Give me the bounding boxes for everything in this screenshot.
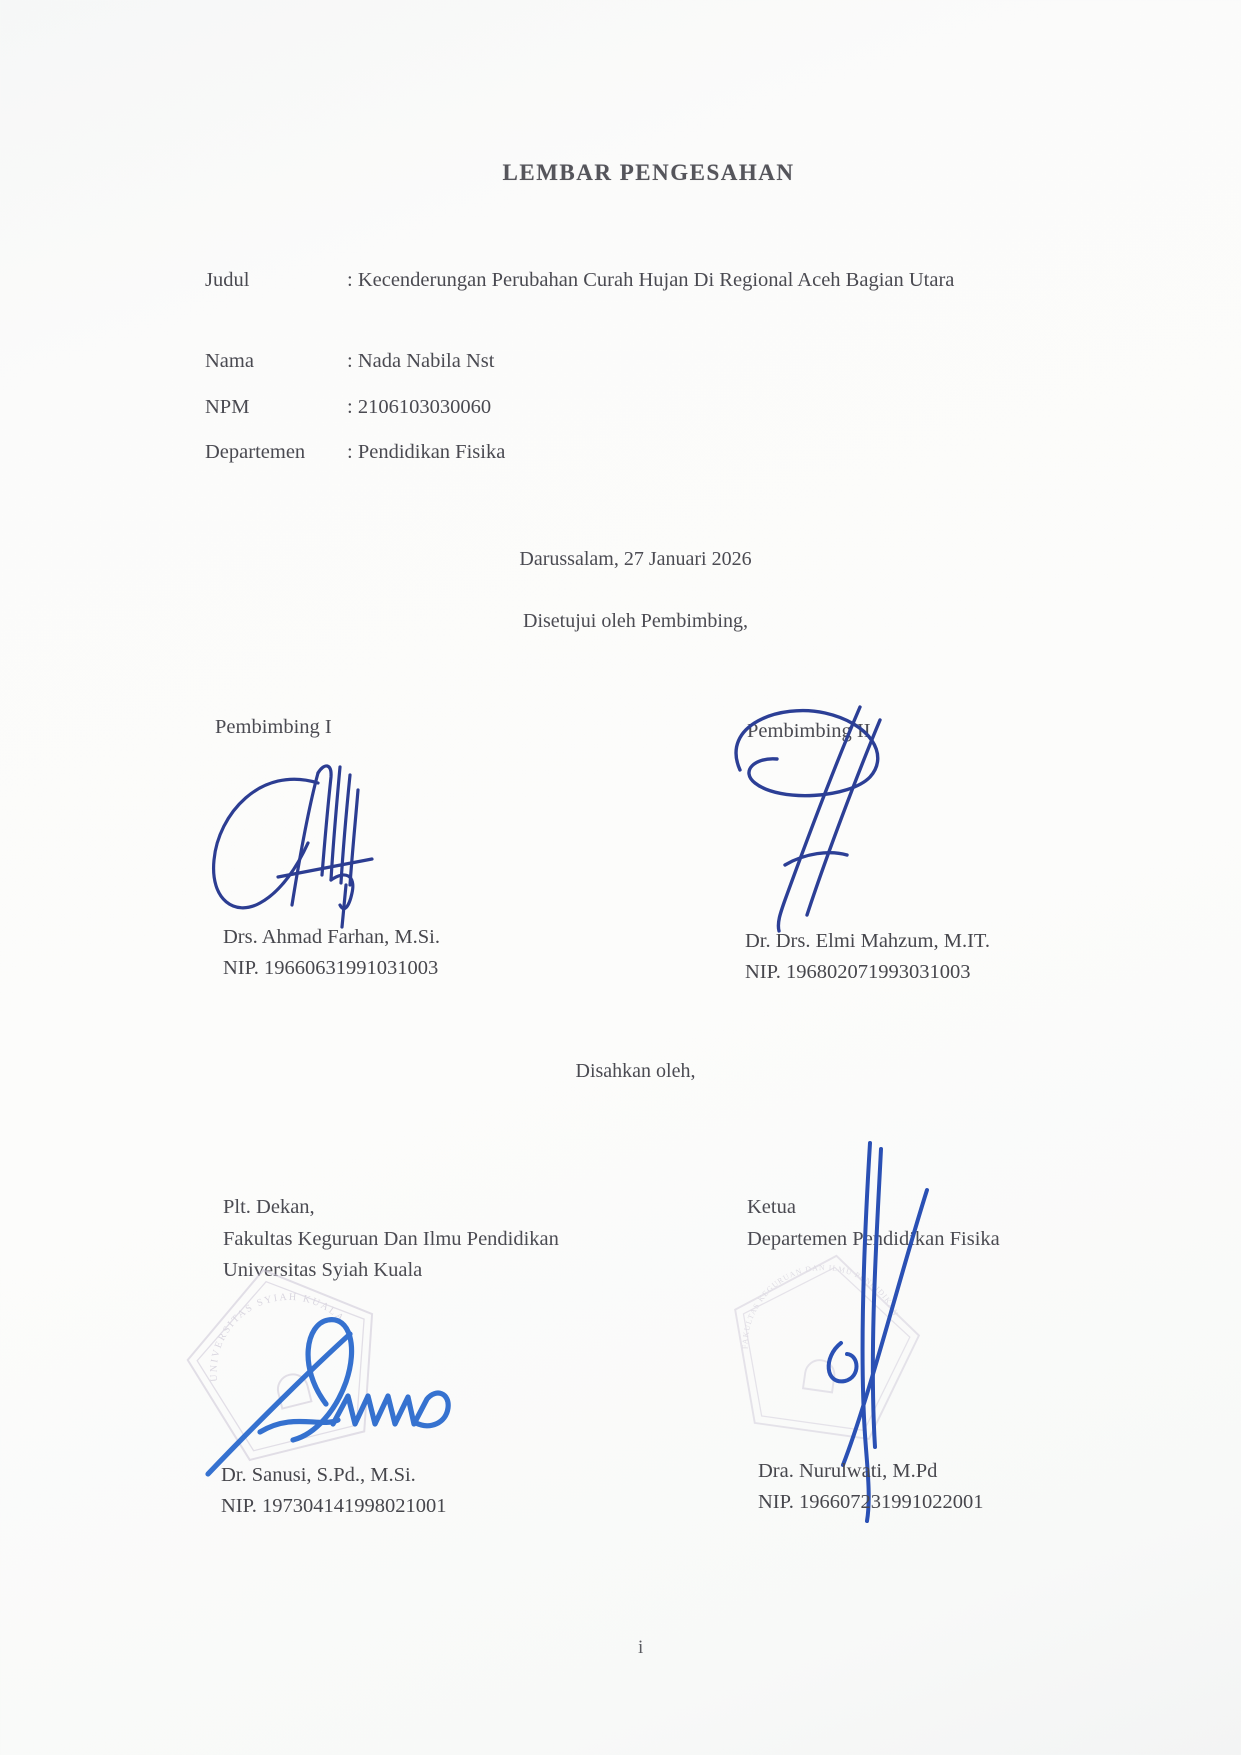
field-label-judul: Judul bbox=[205, 269, 250, 291]
page-number: i bbox=[638, 1637, 644, 1658]
page-title: LEMBAR PENGESAHAN bbox=[502, 160, 795, 185]
supervisor-1-identity bbox=[223, 922, 440, 984]
signature-pembimbing-1 bbox=[200, 755, 400, 930]
supervisor-1-nip: NIP. 19660631991031003 bbox=[223, 957, 439, 979]
signature-dekan bbox=[198, 1312, 498, 1482]
approval-intro-line: Disetujui oleh Pembimbing, bbox=[523, 610, 748, 632]
field-row-judul bbox=[205, 262, 979, 298]
official-1-role-line2: Fakultas Keguruan Dan Ilmu Pendidikan bbox=[223, 1227, 559, 1250]
field-row-nama bbox=[205, 343, 979, 379]
official-2-role-line2: Departemen Pendidikan Fisika bbox=[747, 1227, 1000, 1250]
official-2-name: Dra. Nurulwati, M.Pd bbox=[758, 1460, 938, 1482]
field-label-departemen: Departemen bbox=[205, 441, 306, 463]
official-2-identity bbox=[758, 1456, 984, 1518]
place-date-line: Darussalam, 27 Januari 2026 bbox=[519, 548, 752, 570]
supervisor-2-identity bbox=[745, 926, 990, 988]
field-label-nama: Nama bbox=[205, 350, 254, 372]
field-label-npm: NPM bbox=[205, 396, 250, 418]
official-2-nip: NIP. 196607231991022001 bbox=[758, 1491, 984, 1513]
supervisor-1-role: Pembimbing I bbox=[215, 716, 332, 738]
official-1-role-line3: Universitas Syiah Kuala bbox=[223, 1259, 423, 1281]
stamp-2-text: FAKULTAS KEGURUAN DAN ILMU PENDIDIKAN bbox=[740, 1263, 901, 1350]
supervisor-2-nip: NIP. 196802071993031003 bbox=[745, 961, 971, 983]
official-1-role-line1: Plt. Dekan, bbox=[223, 1196, 315, 1218]
field-value-judul: : Kecenderungan Perubahan Curah Hujan Di Regional Aceh Bagian Utara bbox=[347, 269, 955, 291]
official-1-identity bbox=[221, 1460, 447, 1522]
field-value-nama: : Nada Nabila Nst bbox=[347, 350, 495, 372]
official-1-name: Dr. Sanusi, S.Pd., M.Si. bbox=[221, 1464, 416, 1486]
supervisor-2-role: Pembimbing II bbox=[747, 720, 871, 742]
field-value-departemen: : Pendidikan Fisika bbox=[347, 441, 506, 463]
field-row-npm bbox=[205, 389, 979, 425]
signature-pembimbing-2 bbox=[685, 695, 935, 940]
field-value-npm: : 2106103030060 bbox=[347, 396, 492, 418]
supervisor-1-name: Drs. Ahmad Farhan, M.Si. bbox=[223, 926, 440, 948]
field-row-departemen bbox=[205, 434, 979, 470]
supervisor-2-name: Dr. Drs. Elmi Mahzum, M.IT. bbox=[745, 930, 991, 952]
official-2-role-line1: Ketua bbox=[747, 1196, 796, 1218]
stamp-1-text: UNIVERSITAS SYIAH KUALA bbox=[208, 1291, 347, 1383]
official-1-nip: NIP. 197304141998021001 bbox=[221, 1495, 447, 1517]
endorsement-intro-line: Disahkan oleh, bbox=[575, 1060, 696, 1082]
